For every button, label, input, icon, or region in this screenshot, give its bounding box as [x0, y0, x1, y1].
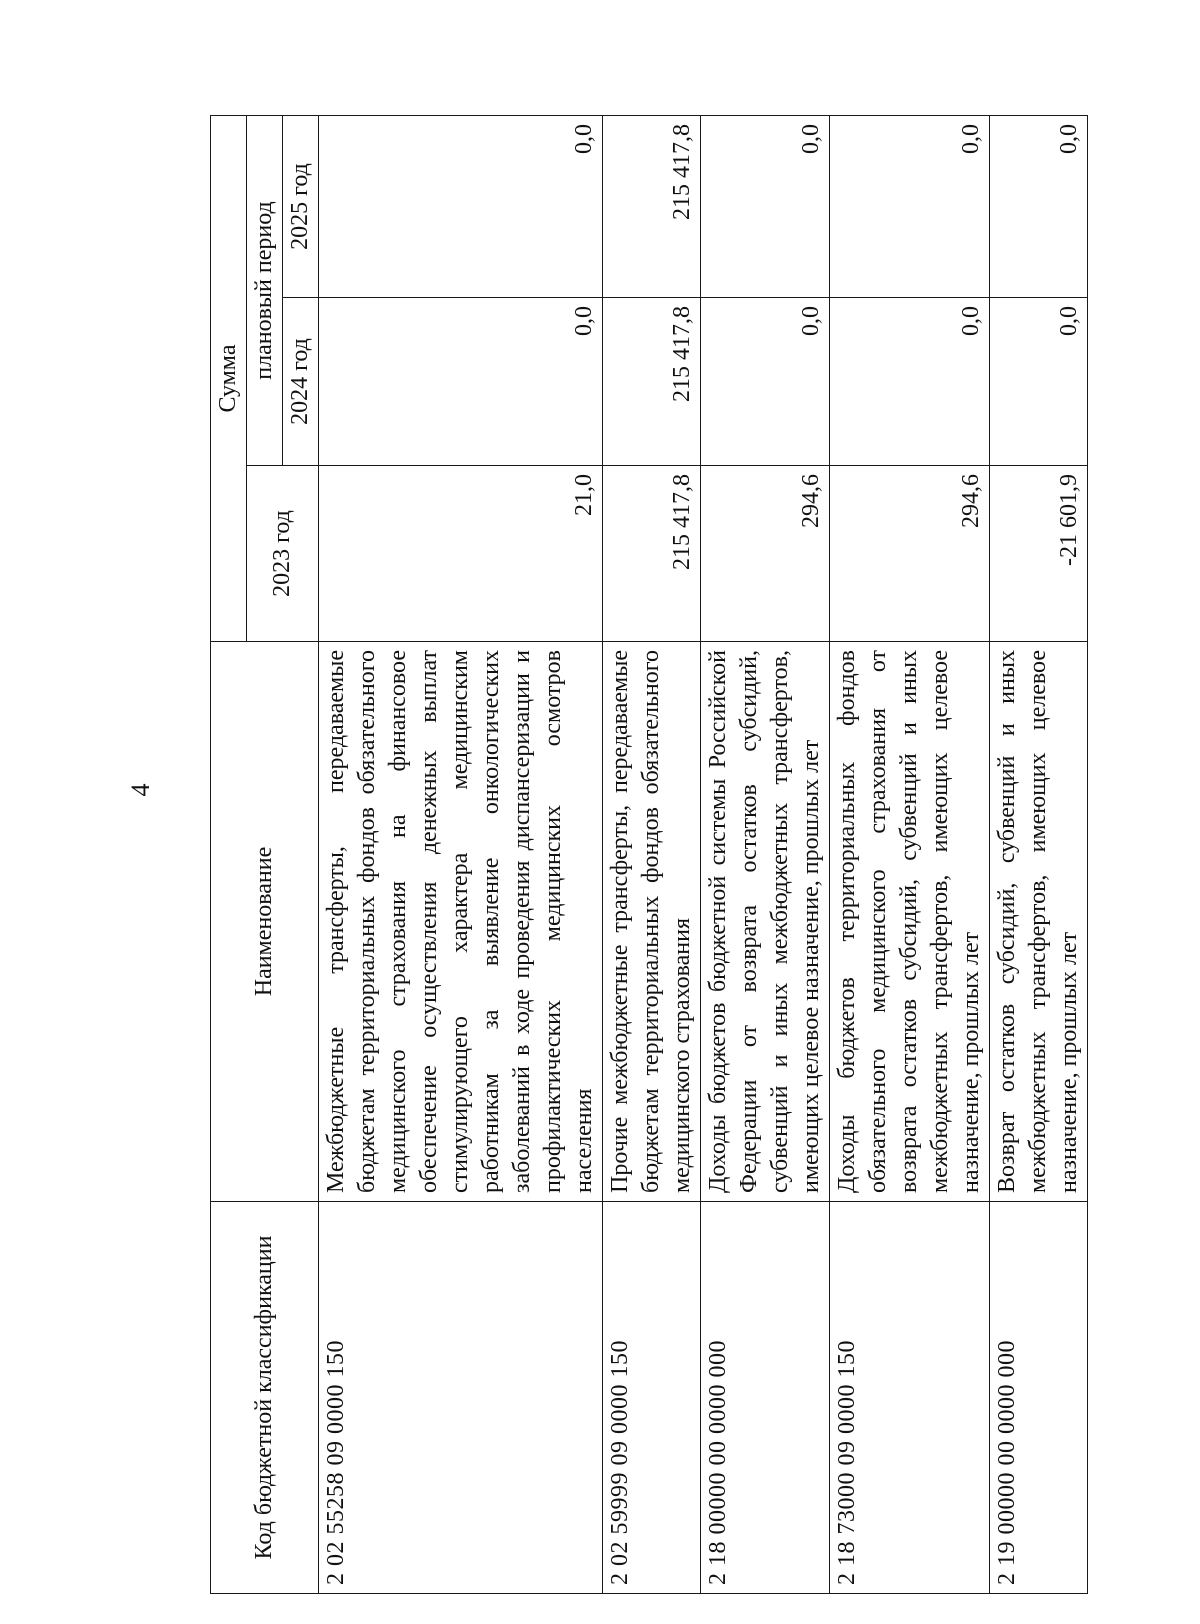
table-row: [603, 115, 701, 1593]
row-value-2025: 0,0: [319, 115, 603, 297]
row-value-2024: 0,0: [830, 298, 990, 466]
row-value-2024: 215 417,8: [603, 298, 701, 466]
table-row: [319, 115, 603, 1593]
row-value-2024: 0,0: [319, 298, 603, 466]
row-value-2023: 294,6: [701, 466, 830, 642]
row-code: 2 18 73000 09 0000 150: [830, 1202, 990, 1594]
row-value-2025: 0,0: [990, 115, 1088, 297]
row-value-2023: 215 417,8: [603, 466, 701, 642]
row-name: Доходы бюджетов бюджетной системы Российской Федерации от возврата остатков субсидий, субвенций и иных межбюджетных трансфертов, имеющих целевое назначение, прошлых лет: [701, 642, 830, 1202]
header-year-2025: 2025 год: [283, 115, 319, 297]
table-row: [701, 115, 830, 1593]
row-code: 2 18 00000 00 0000 000: [701, 1202, 830, 1594]
row-value-2024: 0,0: [701, 298, 830, 466]
row-value-2025: 0,0: [701, 115, 830, 297]
row-value-2025: 215 417,8: [603, 115, 701, 297]
table-row: [830, 115, 990, 1593]
budget-table: [210, 115, 1088, 1594]
header-plan-period: плановый период: [247, 115, 283, 465]
row-name: Доходы бюджетов территориальных фондов обязательного медицинского страхования от возврата остатков субсидий, субвенций и иных межбюджетных трансфертов, имеющих целевое назначение, прошлых лет: [830, 642, 990, 1202]
table-row: [990, 115, 1088, 1593]
row-name: Возврат остатков субсидий, субвенций и иных межбюджетных трансфертов, имеющих целевое назначение, прошлых лет: [990, 642, 1088, 1202]
header-sum: Сумма: [211, 115, 247, 641]
row-code: 2 19 00000 00 0000 000: [990, 1202, 1088, 1594]
budget-table-container: [210, 116, 1082, 1594]
header-year-2023: 2023 год: [247, 466, 319, 642]
row-value-2025: 0,0: [830, 115, 990, 297]
row-value-2024: 0,0: [990, 298, 1088, 466]
header-year-2024: 2024 год: [283, 298, 319, 466]
row-code: 2 02 59999 09 0000 150: [603, 1202, 701, 1594]
row-value-2023: 294,6: [830, 466, 990, 642]
row-value-2023: 21,0: [319, 466, 603, 642]
header-name: Наименование: [211, 642, 319, 1202]
row-name: Межбюджетные трансферты, передаваемые бюджетам территориальных фондов обязательного медицинского страхования на финансовое обеспечение осуществления денежных выплат стимулирующего характера медицинским работникам за выявление онкологических заболеваний в ходе проведения диспансеризации и профилактических медицинских осмотров населения: [319, 642, 603, 1202]
page-number: 4: [126, 783, 155, 797]
row-name: Прочие межбюджетные трансферты, передаваемые бюджетам территориальных фондов обязательного медицинского страхования: [603, 642, 701, 1202]
row-code: 2 02 55258 09 0000 150: [319, 1202, 603, 1594]
row-value-2023: -21 601,9: [990, 466, 1088, 642]
header-code: Код бюджетной классификации: [211, 1202, 319, 1594]
